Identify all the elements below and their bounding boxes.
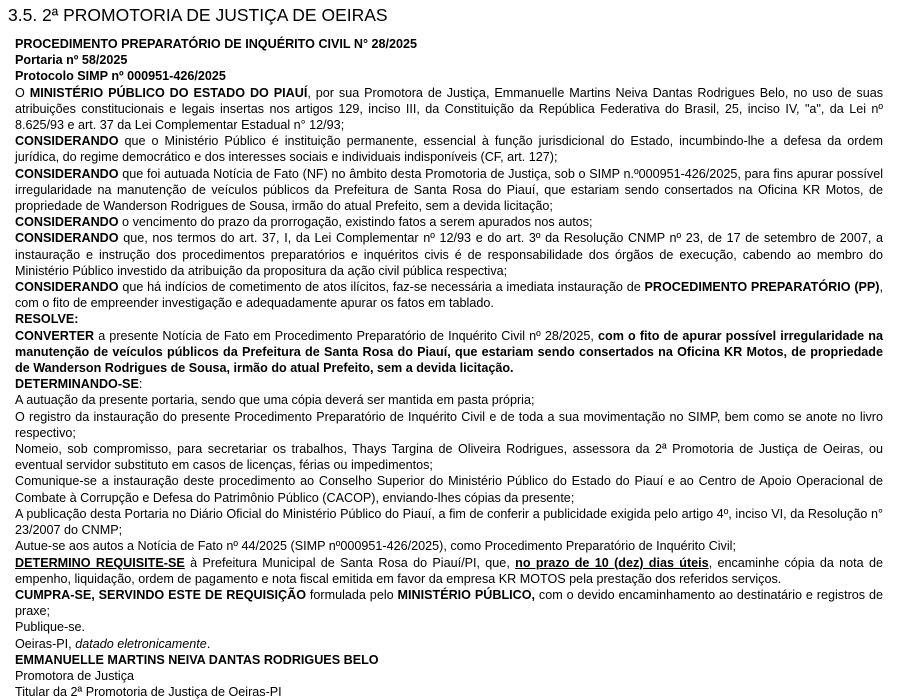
considerando-text: que foi autuada Notícia de Fato (NF) no âmbito desta Promotoria de Justiça, sob o SIMP n.º000951-426/2025, para fins apurar possível irregularidade na manutenção de veículos públicos da Prefeitura de Santa Rosa do Piauí, que estariam sendo consertados na Oficina KR Motos, de propriedade de Wanderson Rodrigues de Sousa, irmão do atual Prefeito, sem a devida licitação; — [15, 166, 883, 214]
intro-organization: MINISTÉRIO PÚBLICO DO ESTADO DO PIAUÍ — [29, 85, 308, 100]
requisite-deadline: no prazo de 10 (dez) dias úteis — [515, 555, 709, 570]
protocol-number: Protocolo SIMP nº 000951-426/2025 — [15, 69, 226, 84]
signature-office: Titular da 2ª Promotoria de Justiça de Oeiras-PI — [15, 685, 282, 700]
intro-text: , por sua Promotora de Justiça, Emmanuelle Martins Neiva Dantas Rodrigues Belo, no uso de suas atribuições constitucionais e legais insertas nos artigos 129, inciso III, da Constituição da República Federativa do Brasil, 25, inciso IV, "a", da Lei nº 8.625/93 e art. 37 da Lei Complementar Estadual n° 12/93; — [15, 85, 884, 133]
requisite-paragraph — [15, 555, 883, 587]
converter-objective: com o fito de apurar possível irregularidade na manutenção de veículos públicos da Prefeitura de Santa Rosa do Piauí, que estariam sendo consertados na Oficina KR Motos, de propriedade de Wanderson Rodrigues de Sousa, irmão do atual Prefeito, sem a devida licitação. — [15, 328, 883, 376]
intro-prefix: O — [15, 85, 30, 100]
determination-item: O registro da instauração do presente Procedimento Preparatório de Inquérito Civil e de toda a sua movimentação no SIMP, bem como se anote no livro respectivo; — [15, 409, 883, 440]
determinando-label — [15, 376, 883, 392]
considerando-keyword: CONSIDERANDO — [15, 215, 119, 230]
considerando-paragraph — [15, 166, 883, 215]
determination-item: Comunique-se a instauração deste procedimento ao Conselho Superior do Ministério Público do Estado do Piauí e ao Centro de Apoio Operacional de Combate à Corrupção e Defesa do Patrimônio Público (CACOP), enviando-lhes cópias da presente; — [15, 474, 883, 505]
converter-keyword: CONVERTER — [15, 328, 95, 343]
intro-paragraph — [15, 85, 883, 134]
date-line — [15, 636, 883, 652]
procedure-type: PROCEDIMENTO PREPARATÓRIO (PP) — [644, 280, 880, 295]
considerando-keyword: CONSIDERANDO — [15, 280, 119, 295]
determination-item: A publicação desta Portaria no Diário Oficial do Ministério Público do Piauí, a fim de conferir a publicidade exigida pelo artigo 4º, inciso VI, da Resolução n° 23/2007 do CNMP; — [15, 506, 883, 538]
cumpra-keyword: CUMPRA-SE, SERVINDO ESTE DE REQUISIÇÃO — [15, 587, 307, 602]
procedure-title: PROCEDIMENTO PREPARATÓRIO DE INQUÉRITO CIVIL N° 28/2025 — [15, 37, 418, 51]
considerando-paragraph — [15, 133, 883, 165]
cumpra-organization: MINISTÉRIO PÚBLICO, — [397, 587, 536, 602]
considerando-keyword: CONSIDERANDO — [15, 166, 119, 181]
requisite-text: à Prefeitura Municipal de Santa Rosa do Piauí/PI, que, — [184, 555, 516, 570]
determinando-colon: : — [138, 377, 143, 392]
cumpra-paragraph — [15, 587, 883, 619]
portaria-number: Portaria nº 58/2025 — [15, 53, 128, 68]
publique-line: Publique-se. — [15, 620, 86, 635]
date-note: datado eletronicamente — [75, 636, 207, 651]
date-end: . — [206, 636, 211, 651]
resolve-label: RESOLVE: — [15, 312, 79, 327]
converter-paragraph — [15, 328, 883, 377]
section-title: 3.5. 2ª PROMOTORIA DE JUSTIÇA DE OEIRAS — [8, 5, 388, 25]
cumpra-text: formulada pelo — [306, 587, 398, 602]
determinando-keyword: DETERMINANDO-SE — [15, 377, 139, 392]
converter-text: a presente Notícia de Fato em Procedimento Preparatório de Inquérito Civil nº 28/2025, — [94, 328, 599, 343]
considerando-text: que há indícios de cometimento de atos ilícitos, faz-se necessária a imediata instauração de — [118, 280, 645, 295]
cumpra-text-end: com o devido encaminhamento ao destinatário e registros de praxe; — [15, 587, 883, 619]
signature-role: Promotora de Justiça — [15, 668, 134, 683]
considerando-paragraph — [15, 230, 883, 279]
determination-item: A autuação da presente portaria, sendo que uma cópia deverá ser mantida em pasta própria; — [15, 393, 535, 408]
requisite-text-end: , encaminhe cópia da nota de empenho, liquidação, ordem de pagamento e nota fiscal emitida em favor da empresa KR MOTOS pela prestação dos referidos serviços. — [15, 555, 883, 586]
signature-name: EMMANUELLE MARTINS NEIVA DANTAS RODRIGUES BELO — [15, 652, 379, 667]
date-place: Oeiras-PI, — [15, 636, 76, 651]
determination-item: Autue-se aos autos a Notícia de Fato nº 44/2025 (SIMP nº000951-426/2025), como Procedimento Preparatório de Inquérito Civil; — [15, 539, 736, 554]
considerando-text-end: , com o fito de empreender investigação e adequadamente apurar os fatos em tablado. — [15, 280, 884, 311]
considerando-text: o vencimento do prazo da prorrogação, existindo fatos a serem apurados nos autos; — [118, 215, 593, 230]
requisite-keyword: DETERMINO REQUISITE-SE — [15, 555, 185, 570]
considerando-text: que o Ministério Público é instituição permanente, essencial à função jurisdicional do Estado, incumbindo-lhe a defesa da ordem jurídica, do regime democrático e dos interesses sociais e individuais indisponíveis (CF, art. 127); — [15, 134, 883, 165]
portaria-document — [15, 36, 883, 700]
considerando-keyword: CONSIDERANDO — [15, 231, 119, 246]
considerando-paragraph — [15, 214, 883, 230]
determination-item: Nomeio, sob compromisso, para secretariar os trabalhos, Thays Targina de Oliveira Rodrigues, assessora da 2ª Promotoria de Justiça de Oeiras, ou eventual servidor substituto em casos de licenças, férias ou impedimentos; — [15, 442, 883, 473]
considerando-keyword: CONSIDERANDO — [15, 134, 119, 149]
considerando-final-paragraph — [15, 279, 883, 311]
considerando-text: que, nos termos do art. 37, I, da Lei Complementar nº 12/93 e do art. 3º da Resolução CNMP nº 23, de 17 de setembro de 2007, a instauração e instrução dos procedimentos preparatórios e inquéritos civis é de responsabilidade dos órgãos de execução, cabendo ao membro do Ministério Público investido da atribuição da propositura da ação civil pública respectiva; — [15, 231, 883, 278]
